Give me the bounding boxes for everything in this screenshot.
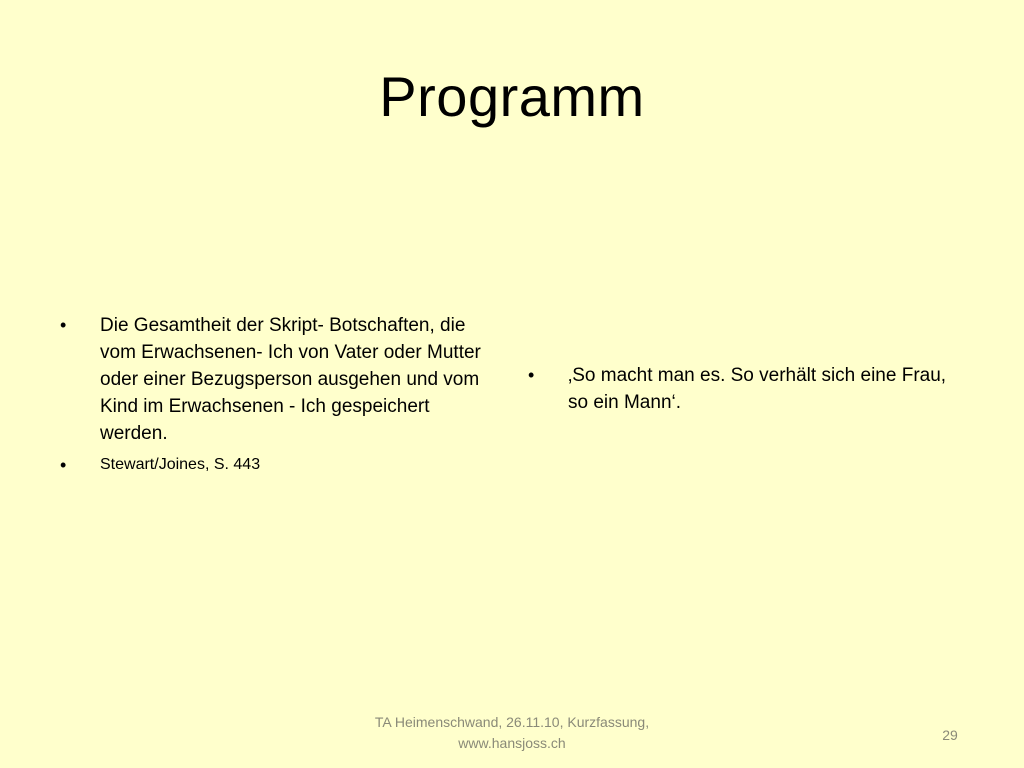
slide-title: Programm [379, 65, 645, 128]
list-item [60, 312, 500, 447]
list-item [528, 362, 948, 416]
slide-footer [312, 712, 712, 754]
footer-line-1: TA Heimenschwand, 26.11.10, Kurzfassung, [374, 714, 650, 730]
list-item [60, 454, 500, 476]
left-bullet-list [60, 312, 500, 476]
bullet-icon: • [60, 455, 67, 475]
page-number: 29 [942, 727, 958, 743]
bullet-text: ‚So macht man es. So verhält sich eine Frau, so ein Mann‘. [568, 365, 947, 413]
bullet-icon: • [528, 365, 535, 385]
bullet-text: Stewart/Joines, S. 443 [100, 456, 261, 473]
right-bullet-list [528, 362, 948, 416]
left-content-column [60, 312, 500, 476]
bullet-text: Die Gesamtheit der Skript- Botschaften, die vom Erwachsenen- Ich von Vater oder Mutter oder einer Bezugsperson ausgehen und vom Kind im Erwachsenen - Ich gespeichert werden. [100, 315, 481, 444]
right-content-column [528, 362, 948, 416]
bullet-icon: • [60, 315, 67, 335]
footer-line-2: www.hansjoss.ch [458, 735, 566, 751]
